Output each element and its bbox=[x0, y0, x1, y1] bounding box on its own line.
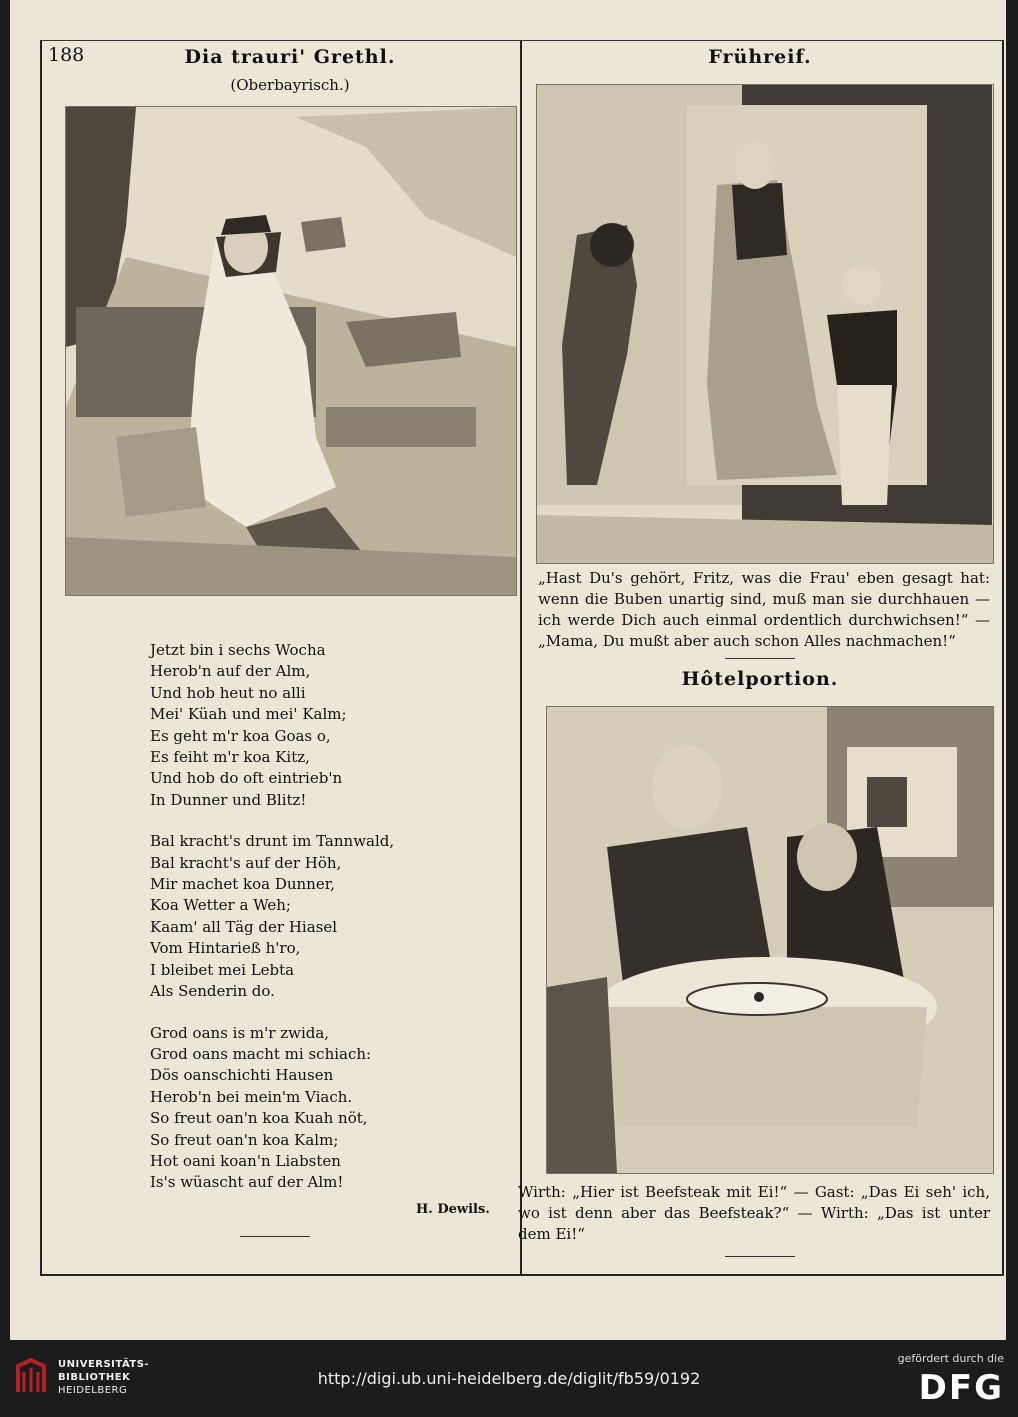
poem-line: Es geht m'r koa Goas o, bbox=[150, 726, 331, 745]
poem-title: Dia trauri' Grethl. bbox=[184, 46, 396, 68]
poem-line: Als Senderin do. bbox=[150, 982, 275, 1001]
poem-line: So freut oan'n koa Kuah nöt, bbox=[150, 1109, 368, 1128]
fruehreif-caption: „Hast Du's gehört, Fritz, was die Frau' eben gesagt hat: wenn die Buben unartig sind, muß man sie durchhauen — ich werde Dich auch einmal ordentlich durchwichsen!“ — „Mama, Du mußt aber auch schon Alles nachmachen!“ bbox=[538, 569, 990, 650]
poem-line: Koa Wetter a Weh; bbox=[150, 896, 291, 915]
poem-line: Kaam' all Täg der Hiasel bbox=[150, 917, 338, 936]
poem-line: Jetzt bin i sechs Wocha bbox=[150, 641, 326, 659]
hotelportion-illustration bbox=[546, 706, 994, 1174]
library-line: UNIVERSITÄTS- bbox=[58, 1359, 150, 1370]
poem-line: Bal kracht's drunt im Tannwald, bbox=[150, 832, 395, 851]
funding-note: gefördert durch die bbox=[897, 1352, 1004, 1365]
dfg-logo: DFG bbox=[918, 1368, 1004, 1408]
end-rule-right bbox=[725, 1256, 795, 1257]
poem-body bbox=[150, 640, 394, 1214]
library-line: BIBLIOTHEK bbox=[58, 1372, 131, 1383]
poem-line: Grod oans macht mi schiach: bbox=[150, 1044, 372, 1063]
column-divider bbox=[520, 40, 522, 1274]
library-line: HEIDELBERG bbox=[58, 1385, 128, 1396]
poem-line: Es feiht m'r koa Kitz, bbox=[150, 748, 310, 767]
poem-line: So freut oan'n koa Kalm; bbox=[150, 1130, 339, 1149]
poem-line: Herob'n bei mein'm Viach. bbox=[150, 1087, 353, 1106]
poem-line: Hot oani koan'n Liabsten bbox=[150, 1151, 341, 1170]
poem-line: I bleibet mei Lebta bbox=[150, 960, 295, 979]
poem-line: Bal kracht's auf der Höh, bbox=[150, 853, 342, 872]
poem-stanza bbox=[150, 831, 394, 1002]
poem-line: Und hob heut no alli bbox=[150, 683, 306, 702]
poem-line: Is's wüascht auf der Alm! bbox=[150, 1173, 344, 1192]
page-number: 188 bbox=[48, 44, 85, 66]
poem-line: Und hob do oft eintrieb'n bbox=[150, 769, 343, 788]
poem-line: Mei' Küah und mei' Kalm; bbox=[150, 705, 347, 724]
scanned-page bbox=[10, 0, 1006, 1340]
cartoon-title-fruehreif: Frühreif. bbox=[708, 46, 812, 68]
permalink-url[interactable]: http://digi.ub.uni-heidelberg.de/diglit/fb59/0192 bbox=[317, 1369, 701, 1388]
poem-subtitle: (Oberbayrisch.) bbox=[230, 76, 350, 94]
poem-stanza bbox=[150, 1023, 394, 1194]
poem-author: H. Dewils. bbox=[416, 1202, 490, 1217]
footer-bar bbox=[0, 1340, 1018, 1417]
fruehreif-illustration bbox=[536, 84, 994, 564]
hotelportion-caption: Wirth: „Hier ist Beefsteak mit Ei!“ — Gast: „Das Ei seh' ich, wo ist denn aber das Beefsteak?“ — Wirth: „Das ist unter dem Ei!“ bbox=[518, 1183, 990, 1243]
alpine-girl-illustration bbox=[65, 106, 517, 596]
poem-line: Dös oanschichti Hausen bbox=[150, 1066, 334, 1085]
poem-stanza bbox=[150, 640, 394, 811]
end-rule bbox=[240, 1236, 310, 1237]
poem-line: In Dunner und Blitz! bbox=[150, 790, 307, 809]
poem-line: Herob'n auf der Alm, bbox=[150, 662, 311, 681]
poem-line: Grod oans is m'r zwida, bbox=[150, 1023, 330, 1042]
poem-line: Vom Hintarieß h'ro, bbox=[150, 939, 301, 958]
poem-line: Mir machet koa Dunner, bbox=[150, 875, 336, 894]
cartoon-title-hotelportion: Hôtelportion. bbox=[681, 668, 839, 690]
section-rule bbox=[725, 658, 795, 659]
